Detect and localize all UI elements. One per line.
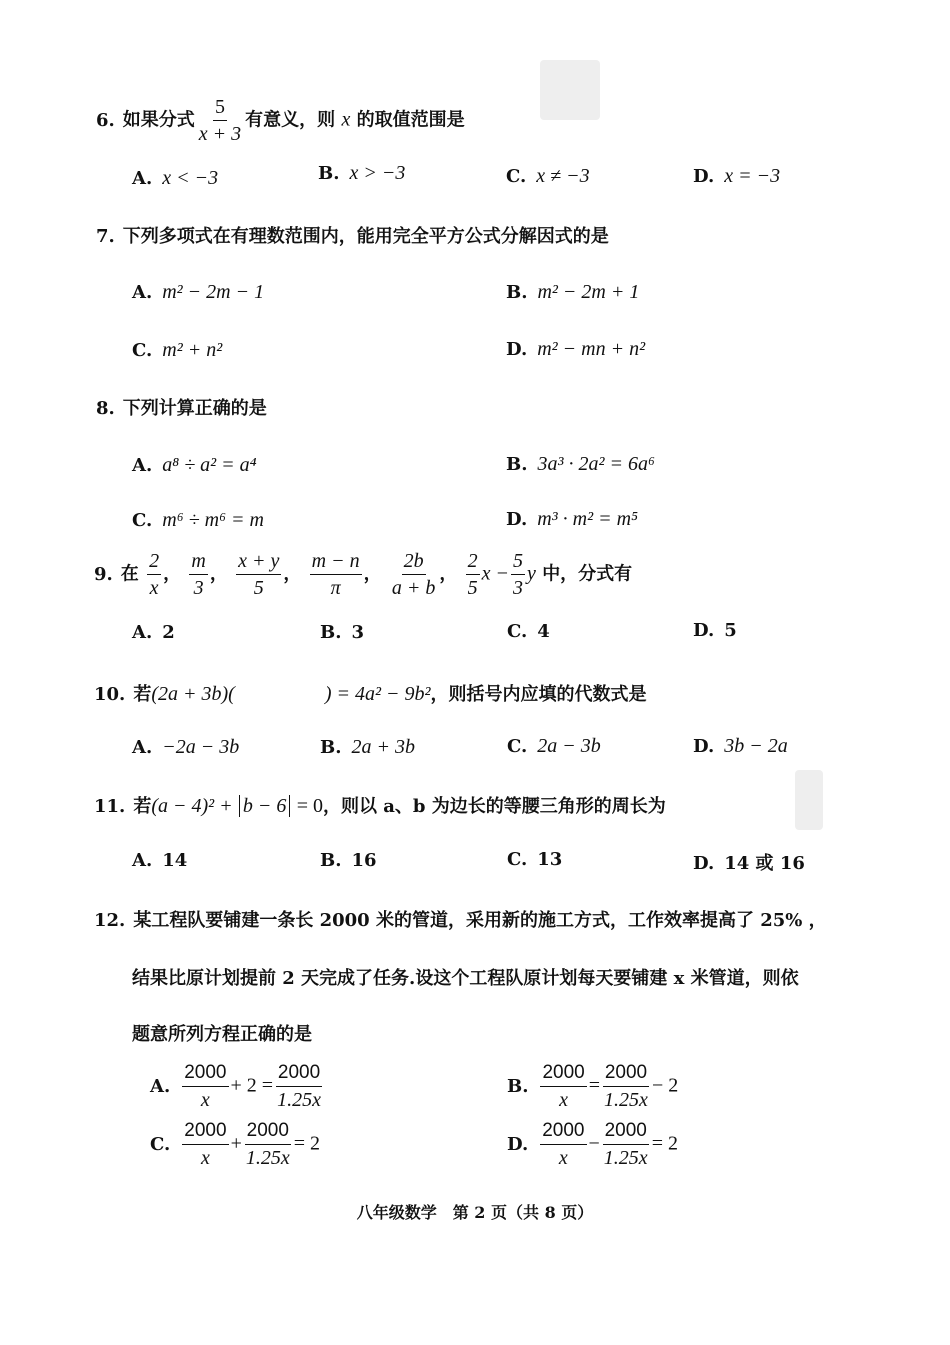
fraction-denominator: x	[149, 577, 159, 599]
fraction-denominator: 3	[513, 577, 524, 599]
fraction-numerator: 2000	[245, 1118, 291, 1145]
option-expression: a⁸ ÷ a² = a⁴	[162, 454, 257, 476]
fraction-numerator: 2	[466, 548, 480, 575]
fraction	[511, 548, 525, 601]
option-expression: 2	[162, 622, 175, 643]
question-text: 的取值范围是	[356, 109, 465, 131]
fraction-denominator: 5	[467, 577, 478, 599]
question-number: 12.	[94, 910, 126, 931]
option-label: A.	[132, 455, 153, 476]
fraction-numerator: 2000	[182, 1060, 228, 1087]
option-c	[132, 339, 222, 362]
fraction	[189, 548, 207, 601]
fraction-numerator: 2000	[182, 1118, 228, 1145]
option-label: B.	[320, 622, 342, 643]
question-6	[96, 94, 465, 147]
option-label: D.	[506, 339, 528, 360]
option-label: B.	[507, 1075, 529, 1097]
option-label: D.	[693, 166, 715, 187]
option-label: C.	[507, 849, 528, 870]
option-label: C.	[506, 166, 527, 187]
question-text: ，则以 a、b 为边长的等腰三角形的周长为	[322, 796, 666, 817]
fraction	[540, 1118, 586, 1171]
option-a	[132, 622, 175, 643]
fraction	[540, 1060, 586, 1113]
fraction-denominator: 5	[253, 577, 264, 599]
fraction-denominator: π	[330, 577, 341, 599]
fraction	[310, 548, 362, 601]
fraction	[147, 548, 161, 601]
option-expression: x < −3	[162, 167, 219, 189]
option-expression: 3a³ · 2a² = 6a⁶	[537, 453, 655, 475]
fraction-denominator: 1.25x	[604, 1089, 648, 1111]
separator: ，	[283, 563, 302, 585]
question-text: 下列计算正确的是	[122, 398, 267, 419]
fraction-numerator: 2000	[276, 1060, 322, 1087]
option-label: D.	[693, 853, 715, 874]
option-label: B.	[320, 850, 342, 871]
option-expression: 4	[537, 621, 550, 642]
option-expression: m² − 2m − 1	[162, 281, 265, 303]
math-operator: +	[230, 1132, 242, 1155]
fraction-numerator: 5	[511, 548, 525, 575]
option-expression: 16	[351, 850, 377, 871]
fraction	[602, 1118, 650, 1171]
fraction	[236, 548, 281, 601]
fraction-denominator: 3	[193, 577, 204, 599]
option-expression: 2a + 3b	[351, 736, 415, 758]
fraction-numerator: 2000	[603, 1118, 649, 1145]
math-variable: x	[341, 108, 351, 131]
math-expression: x −	[481, 562, 510, 585]
math-operator: = 2	[293, 1132, 321, 1155]
option-d	[693, 735, 788, 758]
option-c	[507, 735, 601, 758]
option-expression: 3b − 2a	[724, 735, 788, 757]
math-expression: (a − 4)² +	[151, 795, 233, 817]
option-expression: m³ · m² = m⁵	[537, 508, 639, 530]
option-label: A.	[132, 850, 153, 871]
option-c	[507, 849, 562, 870]
option-b	[318, 162, 405, 185]
option-label: D.	[693, 620, 715, 641]
absolute-value: b − 6	[239, 795, 291, 817]
question-text: 题意所列方程正确的是	[132, 1024, 312, 1045]
fraction-numerator: x + y	[236, 548, 281, 575]
math-operator: − 2	[651, 1074, 679, 1097]
question-7	[96, 222, 609, 248]
option-label: C.	[132, 340, 153, 361]
option-expression: 14	[162, 850, 188, 871]
option-label: B.	[318, 163, 340, 184]
option-a	[132, 454, 257, 477]
option-expression: x ≠ −3	[536, 165, 590, 187]
option-a	[132, 281, 264, 304]
option-expression: 14 或 16	[724, 853, 805, 874]
fraction	[182, 1118, 228, 1171]
question-number: 9.	[94, 563, 113, 585]
question-12-line-3	[132, 1020, 312, 1046]
option-label: A.	[132, 622, 153, 643]
option-expression: x = −3	[724, 165, 781, 187]
fraction-numerator: 2000	[540, 1118, 586, 1145]
fraction	[390, 548, 438, 601]
option-b	[506, 453, 655, 476]
scan-smudge	[795, 770, 823, 830]
option-a	[132, 736, 239, 759]
question-9	[94, 548, 632, 601]
fraction-numerator: 5	[213, 94, 227, 121]
fraction	[197, 94, 243, 147]
question-text: 若	[133, 796, 152, 817]
fraction-denominator: x + 3	[198, 123, 242, 145]
math-operator: =	[588, 1074, 601, 1097]
fraction-numerator: 2	[147, 548, 161, 575]
question-text: 结果比原计划提前 2 天完成了任务.设这个工程队原计划每天要铺建 x 米管道，则依	[132, 968, 799, 989]
question-number: 11.	[94, 796, 126, 817]
question-number: 7.	[96, 226, 115, 247]
option-label: A.	[150, 1075, 171, 1097]
fraction-numerator: m − n	[310, 548, 362, 575]
option-d	[693, 620, 737, 641]
math-expression: (2a + 3b)(	[151, 683, 235, 705]
fraction-numerator: m	[189, 548, 207, 575]
fraction	[275, 1060, 323, 1113]
option-label: D.	[693, 736, 715, 757]
page-footer: 八年级数学 第 2 页（共 8 页）	[356, 1203, 594, 1222]
option-expression: 2a − 3b	[537, 735, 601, 757]
option-label: A.	[132, 168, 153, 189]
fraction-numerator: 2000	[603, 1060, 649, 1087]
option-d	[506, 338, 645, 361]
option-c	[506, 165, 590, 188]
separator: ，	[363, 563, 382, 585]
option-label: A.	[132, 737, 153, 758]
fraction-denominator: x	[558, 1147, 568, 1169]
option-expression: 13	[537, 849, 563, 870]
option-label: C.	[132, 510, 153, 531]
question-text: 有意义，则	[245, 109, 336, 131]
fraction	[602, 1060, 650, 1113]
option-label: D.	[507, 1133, 529, 1155]
fraction-denominator: 1.25x	[603, 1147, 648, 1169]
option-label: C.	[507, 736, 528, 757]
separator: ，	[209, 563, 228, 585]
separator: ，	[439, 563, 458, 585]
option-label: B.	[506, 282, 528, 303]
question-11	[94, 792, 666, 818]
fraction-denominator: a + b	[391, 577, 436, 599]
option-c	[150, 1118, 320, 1171]
option-b	[320, 736, 415, 759]
fraction	[182, 1060, 228, 1113]
option-a	[132, 850, 187, 871]
option-d	[693, 165, 780, 188]
option-label: C.	[150, 1133, 171, 1155]
option-b	[506, 281, 639, 304]
question-text: 在	[120, 563, 139, 585]
fraction-numerator: 2b	[402, 548, 426, 575]
option-a	[150, 1060, 325, 1113]
fraction-denominator: x	[559, 1089, 569, 1111]
fraction-denominator: x	[200, 1089, 210, 1111]
question-number: 8.	[96, 398, 115, 419]
math-variable: y	[527, 562, 536, 585]
option-expression: m² − 2m + 1	[537, 281, 640, 303]
fraction-denominator: 1.25x	[277, 1089, 321, 1111]
question-12-line-2	[132, 964, 799, 990]
fraction-denominator: x	[200, 1147, 210, 1169]
math-operator: + 2 =	[230, 1074, 274, 1097]
question-10	[94, 680, 646, 706]
fraction-numerator: 2000	[540, 1060, 586, 1087]
question-text: 下列多项式在有理数范围内，能用完全平方公式分解因式的是	[122, 226, 609, 247]
math-operator: −	[588, 1132, 600, 1155]
question-12	[94, 906, 827, 932]
question-text: 中，分式有	[542, 563, 633, 585]
question-number: 6.	[96, 109, 115, 131]
option-expression: m⁶ ÷ m⁶ = m	[162, 509, 264, 531]
scan-smudge	[540, 60, 600, 120]
question-8	[96, 394, 267, 420]
question-text: 某工程队要铺建一条长 2000 米的管道，采用新的施工方式，工作效率提高了 25% ，	[133, 910, 827, 931]
separator: ，	[163, 563, 182, 585]
option-a	[132, 167, 218, 190]
math-expression: ) = 4a² − 9b²	[324, 683, 431, 705]
option-label: B.	[506, 454, 528, 475]
option-b	[320, 850, 377, 871]
option-label: C.	[507, 621, 528, 642]
option-c	[507, 621, 550, 642]
math-operator: = 2	[651, 1132, 678, 1155]
option-expression: m² + n²	[162, 339, 223, 361]
option-expression: 5	[724, 620, 737, 641]
option-d	[506, 508, 638, 531]
option-c	[132, 509, 264, 532]
fraction	[466, 548, 480, 601]
option-expression: −2a − 3b	[162, 736, 240, 758]
option-b	[507, 1060, 678, 1113]
option-b	[320, 622, 364, 643]
question-text: ，则括号内应填的代数式是	[430, 684, 647, 705]
question-text: 如果分式	[122, 109, 195, 131]
option-label: B.	[320, 737, 342, 758]
fraction-denominator: 1.25x	[245, 1147, 290, 1169]
option-d	[507, 1118, 678, 1171]
option-label: D.	[506, 509, 528, 530]
option-label: A.	[132, 282, 153, 303]
option-expression: m² − mn + n²	[537, 338, 646, 360]
option-d	[693, 849, 805, 875]
question-number: 10.	[94, 684, 126, 705]
option-expression: x > −3	[349, 162, 406, 184]
fraction	[244, 1118, 292, 1171]
question-text: 若	[133, 684, 152, 705]
math-expression: = 0	[296, 795, 323, 817]
option-expression: 3	[351, 622, 365, 643]
